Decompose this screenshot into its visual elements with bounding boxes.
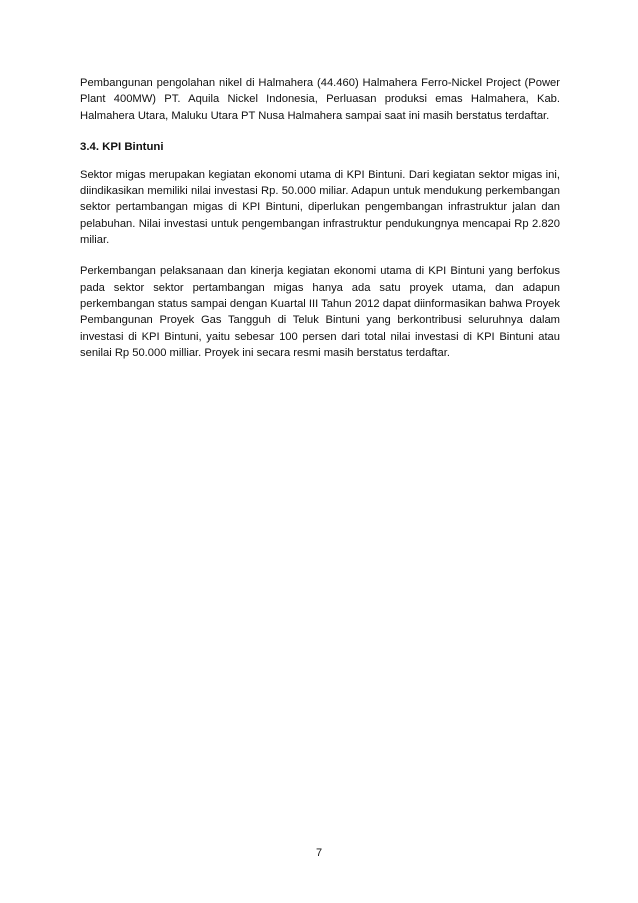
body-paragraph-1: Sektor migas merupakan kegiatan ekonomi utama di KPI Bintuni. Dari kegiatan sektor migas ini, diindikasikan memiliki nilai investasi Rp. 50.000 miliar. Adapun untuk mendukung perkembangan sektor pertambangan migas di KPI Bintuni, diperlukan pengembangan infrastruktur jalan dan pelabuhan. Nilai investasi untuk pengembangan infrastruktur pendukungnya mencapai Rp 2.820 miliar. <box>80 168 560 247</box>
page-number: 7 <box>315 847 323 859</box>
section-heading: 3.4. KPI Bintuni <box>80 140 164 153</box>
body-paragraph-2: Perkembangan pelaksanaan dan kinerja kegiatan ekonomi utama di KPI Bintuni yang berfokus pada sektor sektor pertambangan migas hanya ada satu proyek utama, dan adapun perkembangan status sampai dengan Kuartal III Tahun 2012 dapat diinformasikan bahwa Proyek Pembangunan Proyek Gas Tangguh di Teluk Bintuni yang berkontribusi seluruhnya dalam investasi di KPI Bintuni, yaitu sebesar 100 persen dari total nilai investasi di KPI Bintuni atau senilai Rp 50.000 milliar. Proyek ini secara resmi masih berstatus terdaftar. <box>80 265 560 359</box>
intro-paragraph: Pembangunan pengolahan nikel di Halmahera (44.460) Halmahera Ferro-Nickel Project (Power Plant 400MW) PT. Aquila Nickel Indonesia, Perluasan produksi emas Halmahera, Kab. Halmahera Utara, Maluku Utara PT Nusa Halmahera sampai saat ini masih berstatus terdaftar. <box>80 77 560 122</box>
document-page <box>80 75 560 361</box>
